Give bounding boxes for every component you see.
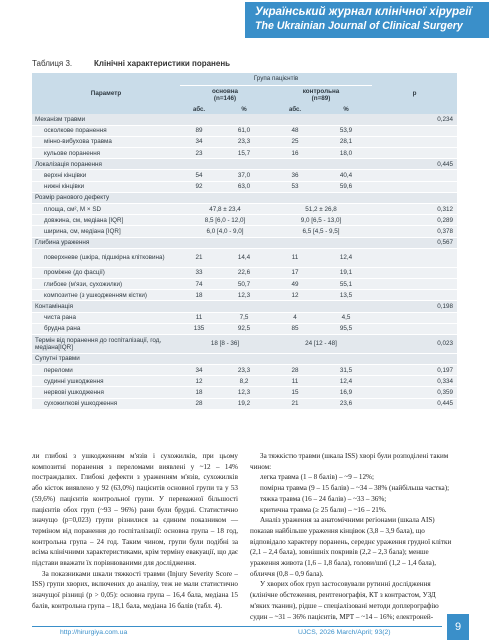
cell-p-value: 0,445 xyxy=(372,159,457,170)
cell-p-value xyxy=(372,278,457,289)
cell-p-value xyxy=(372,312,457,323)
table-row xyxy=(32,148,457,159)
footer-rule xyxy=(32,626,442,627)
row-label: Супутні травми xyxy=(32,353,180,364)
cell-p-value xyxy=(372,125,457,136)
cell-value: 50,7 xyxy=(218,278,270,289)
cell-value: 92 xyxy=(180,181,218,192)
cell-control-group: 9,0 [6,5 - 13,0] xyxy=(270,215,372,226)
table-row xyxy=(32,290,457,301)
cell-p-value: 0,334 xyxy=(372,376,457,387)
body-paragraph: У хворих обох груп застосовували рутинні дослідження (клінічне обстеження, рентгенографія, КТ з контрастом, УЗД м'яких тканин), рідше – спеціалізовані методи доплерографію судин – ~31 – 36% пацієнтів, МРТ – ~14 – 16%; електроней- xyxy=(250,580,439,621)
cell-p-value: 0,197 xyxy=(372,365,457,376)
cell-control-group: 51,2 ± 26,8 xyxy=(270,204,372,215)
cell-p-value xyxy=(372,290,457,301)
cell-value: 31,5 xyxy=(320,365,372,376)
row-label: ширина, см, медіана [IQR] xyxy=(32,226,180,237)
cell-value: 4,5 xyxy=(320,312,372,323)
cell-p-value xyxy=(372,192,457,203)
cell-p-value xyxy=(372,181,457,192)
cell-value: 59,6 xyxy=(320,181,372,192)
cell-p-value: 0,445 xyxy=(372,398,457,409)
body-paragraph: легка травма (1 – 8 балів) – ~9 – 12%; xyxy=(260,473,374,482)
table-section-row xyxy=(32,114,457,125)
cell-value: 7,5 xyxy=(218,312,270,323)
row-label: поверхневе (шкіра, підшкірна клітковина) xyxy=(32,248,180,267)
row-label: Механізм травми xyxy=(32,114,180,125)
cell-value: 61,0 xyxy=(218,125,270,136)
cell-value: 21 xyxy=(270,398,320,409)
row-label: Контамінація xyxy=(32,301,180,312)
cell-value: 19,1 xyxy=(320,267,372,278)
empty-cell xyxy=(180,237,372,248)
table-caption xyxy=(32,59,230,68)
table-section-row xyxy=(32,353,457,364)
cell-p-value: 0,378 xyxy=(372,226,457,237)
header-p: p xyxy=(412,90,417,97)
cell-value: 40,4 xyxy=(320,170,372,181)
table-row xyxy=(32,226,457,237)
table-row xyxy=(32,387,457,398)
cell-value: 16,9 xyxy=(320,387,372,398)
table-section-row xyxy=(32,301,457,312)
row-label: Локалізація поранення xyxy=(32,159,180,170)
cell-p-value: 0,234 xyxy=(372,114,457,125)
header-pct-control: % xyxy=(343,106,349,113)
footer-url[interactable]: http://hirurgiya.com.ua xyxy=(60,629,128,636)
table-section-row xyxy=(32,334,457,353)
cell-value: 18,0 xyxy=(320,148,372,159)
cell-value: 74 xyxy=(180,278,218,289)
table-row xyxy=(32,181,457,192)
body-paragraph: ли глибокі з ушкодженням м'язів і сухожилків, при цьому композитні поранення з переломами виявлені у ~12 – 14% постраждалих. Глибокі дефекти з ураженням м'язів, сухожилків або кісток виявлено у 92 (63,0%) пацієнтів основної групи та у 53 (59,6%) пацієнтів контрольної групи. У переважної більшості пацієнтів обох груп (~93 – 96%) рани були брудні. Статистично значущо (p=0,023) групи різнилися за єдиним показником — терміном від поранення до госпіталізації: основна група – 18 год, контрольна група – 24 год. Таким чином, групи були подібні за всіма клінічними характеристиками, крім терміну евакуації, що дає підстави вважати їх порівнюваними для дослідження. xyxy=(32,452,238,568)
empty-cell xyxy=(180,159,372,170)
table-row xyxy=(32,215,457,226)
cell-value: 49 xyxy=(270,278,320,289)
table-section-row xyxy=(32,192,457,203)
cell-main-group: 47,8 ± 23,4 xyxy=(180,204,270,215)
cell-value: 135 xyxy=(180,323,218,334)
cell-p-value: 0,312 xyxy=(372,204,457,215)
body-paragraph: Аналіз ураження за анатомічними регіонами (шкала AIS) показав найбільше ураження кінцівок (3,8 – 3,9 бала), що відповідало характеру поранень, середнє ураження грудної клітки (2,1 – 2,4 бала), зовнішніх покривів (2,2 – 2,3 бала); менше ураження живота (1,6 – 1,8 бала), голови/шиї (1,2 – 1,4 бала), обличчя (0,8 – 0,9 бала). xyxy=(250,516,452,578)
row-label: брудна рана xyxy=(32,323,180,334)
row-label: переломи xyxy=(32,365,180,376)
cell-value: 95,5 xyxy=(320,323,372,334)
cell-p-value xyxy=(372,267,457,278)
row-label: Розмір ранового дефекту xyxy=(32,192,180,203)
cell-value: 11 xyxy=(270,376,320,387)
table-row xyxy=(32,248,457,267)
table-title: Клінічні характеристики поранень xyxy=(94,59,231,68)
row-label: Глибина ураження xyxy=(32,237,180,248)
row-label: Термін від поранення до госпіталізації, год, медіана[IQR] xyxy=(32,334,180,353)
table-row xyxy=(32,312,457,323)
journal-banner xyxy=(245,2,489,38)
cell-value: 55,1 xyxy=(320,278,372,289)
cell-main-group: 6,0 [4,0 - 9,0] xyxy=(180,226,270,237)
table-row xyxy=(32,204,457,215)
cell-value: 12,3 xyxy=(218,387,270,398)
row-label: кульове поранення xyxy=(32,148,180,159)
cell-value: 12 xyxy=(270,290,320,301)
empty-cell xyxy=(180,192,372,203)
cell-value: 19,2 xyxy=(218,398,270,409)
cell-value: 11 xyxy=(180,312,218,323)
table-row xyxy=(32,170,457,181)
cell-value: 25 xyxy=(270,136,320,147)
cell-value: 23,3 xyxy=(218,136,270,147)
table-row xyxy=(32,376,457,387)
cell-value: 28 xyxy=(180,398,218,409)
cell-value: 53,9 xyxy=(320,125,372,136)
table-section-row xyxy=(32,159,457,170)
header-pct-main: % xyxy=(241,106,247,113)
cell-value: 48 xyxy=(270,125,320,136)
header-group: Група пацієнтів xyxy=(180,73,372,85)
cell-value: 15,7 xyxy=(218,148,270,159)
cell-p-value: 0,567 xyxy=(372,237,457,248)
table-row xyxy=(32,278,457,289)
cell-p-value xyxy=(372,353,457,364)
cell-value: 89 xyxy=(180,125,218,136)
table-number: Таблиця 3. xyxy=(32,59,73,68)
body-paragraph: тяжка травма (16 – 24 балів) – ~33 – 36%; xyxy=(260,494,387,503)
row-label: чиста рана xyxy=(32,312,180,323)
row-label: сухожилкові ушкодження xyxy=(32,398,180,409)
cell-value: 18 xyxy=(180,290,218,301)
cell-value: 4 xyxy=(270,312,320,323)
header-abs-main: абс. xyxy=(193,106,205,113)
cell-value: 15 xyxy=(270,387,320,398)
cell-p-value xyxy=(372,323,457,334)
row-label: проміжне (до фасції) xyxy=(32,267,180,278)
cell-value: 8,2 xyxy=(218,376,270,387)
body-paragraph: помірна травма (9 – 15 балів) – ~34 – 38% (найбільша частка); xyxy=(260,484,450,493)
row-label: нервові ушкодження xyxy=(32,387,180,398)
row-label: верхні кінцівки xyxy=(32,170,180,181)
row-label: нижні кінцівки xyxy=(32,181,180,192)
row-label: композитне (з ушкодженням кістки) xyxy=(32,290,180,301)
cell-value: 16 xyxy=(270,148,320,159)
cell-main-group: 18 [8 - 36] xyxy=(180,334,270,353)
cell-value: 14,4 xyxy=(218,248,270,267)
body-paragraph: За показниками шкали тяжкості травми (Injury Severity Score – ISS) групи хворих, включених до аналізу, теж не мали статистично значущої різниці (p > 0,05): основна група – 16,4 бала, медіана 15 балів, контрольна група – 18,1 бала, медіана 16 балів (табл. 4). xyxy=(32,569,238,610)
cell-value: 13,5 xyxy=(320,290,372,301)
page-number: 9 xyxy=(447,614,469,640)
empty-cell xyxy=(180,114,372,125)
cell-p-value: 0,359 xyxy=(372,387,457,398)
journal-title-en: The Ukrainian Journal of Clinical Surgery xyxy=(255,20,463,32)
cell-value: 12,4 xyxy=(320,376,372,387)
cell-value: 23,3 xyxy=(218,365,270,376)
cell-value: 17 xyxy=(270,267,320,278)
table-row xyxy=(32,365,457,376)
table-row xyxy=(32,136,457,147)
header-param: Параметр xyxy=(90,90,122,97)
header-abs-control: абс. xyxy=(289,106,301,113)
cell-p-value: 0,198 xyxy=(372,301,457,312)
row-label: осколкове поранення xyxy=(32,125,180,136)
cell-value: 36 xyxy=(270,170,320,181)
cell-value: 23 xyxy=(180,148,218,159)
cell-value: 21 xyxy=(180,248,218,267)
body-text-right xyxy=(250,451,456,622)
cell-value: 12,4 xyxy=(320,248,372,267)
journal-title-ua: Український журнал клінічної хірургії xyxy=(255,5,472,18)
cell-p-value: 0,289 xyxy=(372,215,457,226)
cell-value: 22,6 xyxy=(218,267,270,278)
cell-p-value xyxy=(372,248,457,267)
cell-p-value: 0,023 xyxy=(372,334,457,353)
cell-value: 28 xyxy=(270,365,320,376)
cell-value: 54 xyxy=(180,170,218,181)
cell-value: 12 xyxy=(180,376,218,387)
cell-control-group: 6,5 [4,5 - 9,5] xyxy=(270,226,372,237)
cell-value: 63,0 xyxy=(218,181,270,192)
cell-value: 12,3 xyxy=(218,290,270,301)
table-body xyxy=(32,114,457,409)
header-main-group: основна (n=146) xyxy=(211,88,239,103)
cell-p-value xyxy=(372,170,457,181)
cell-value: 85 xyxy=(270,323,320,334)
cell-value: 11 xyxy=(270,248,320,267)
row-label: мінно-вибухова травма xyxy=(32,136,180,147)
cell-value: 92,5 xyxy=(218,323,270,334)
cell-p-value xyxy=(372,136,457,147)
row-label: площа, см², M × SD xyxy=(32,204,180,215)
cell-value: 53 xyxy=(270,181,320,192)
cell-value: 33 xyxy=(180,267,218,278)
cell-value: 34 xyxy=(180,365,218,376)
empty-cell xyxy=(180,353,372,364)
cell-p-value xyxy=(372,148,457,159)
row-label: довжина, см, медіана [IQR] xyxy=(32,215,180,226)
body-paragraph: критична травма (≥ 25 бали) – ~16 – 21%. xyxy=(260,505,387,514)
body-paragraph: За тяжкістю травми (шкала ISS) хворі були розподілені таким чином: xyxy=(250,452,449,471)
table-section-row xyxy=(32,237,457,248)
cell-value: 23,6 xyxy=(320,398,372,409)
cell-value: 28,1 xyxy=(320,136,372,147)
cell-main-group: 8,5 [6,0 - 12,0] xyxy=(180,215,270,226)
header-control-group: контрольна (n=89) xyxy=(302,88,340,103)
table-row xyxy=(32,125,457,136)
clinical-characteristics-table xyxy=(32,73,457,410)
table-row xyxy=(32,267,457,278)
cell-value: 34 xyxy=(180,136,218,147)
cell-value: 37,0 xyxy=(218,170,270,181)
row-label: судинні ушкодження xyxy=(32,376,180,387)
table-row xyxy=(32,323,457,334)
empty-cell xyxy=(180,301,372,312)
body-text-left xyxy=(32,451,238,612)
footer-citation: UJCS, 2026 March/April; 93(2) xyxy=(298,629,391,636)
cell-value: 18 xyxy=(180,387,218,398)
row-label: глибоке (м'язи, сухожилки) xyxy=(32,278,180,289)
cell-control-group: 24 [12 - 48] xyxy=(270,334,372,353)
table-row xyxy=(32,398,457,409)
